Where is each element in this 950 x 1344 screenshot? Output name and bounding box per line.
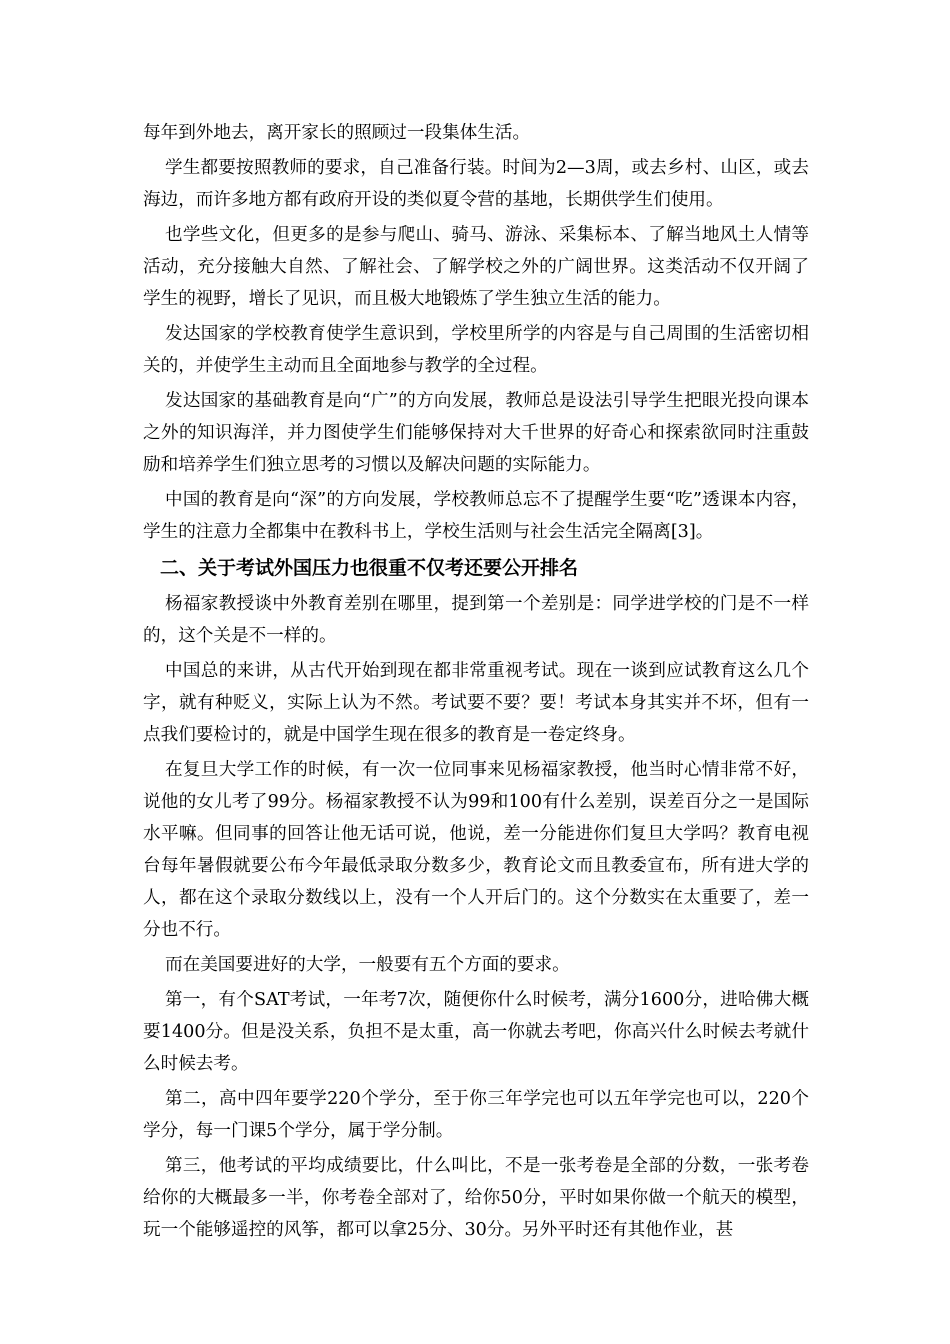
document-page — [143, 117, 809, 1249]
paragraph-9: 在复旦大学工作的时候，有一次一位同事来见杨福家教授，他当时心情非常不好，说他的女儿考了99分。杨福家教授不认为99和100有什么差别，误差百分之一是国际水平嘛。但同事的回答让他无话可说，他说，差一分能进你们复旦大学吗？教育电视台每年暑假就要公布今年最低录取分数多少，教育论文而且教委宣布，所有进大学的人，都在这个录取分数线以上，没有一个人开后门的。这个分数实在太重要了，差一分也不行。 — [143, 760, 809, 940]
paragraph-10: 而在美国要进好的大学，一般要有五个方面的要求。 — [165, 955, 570, 975]
paragraph-4: 发达国家的学校教育使学生意识到，学校里所学的内容是与自己周围的生活密切相关的，并使学生主动而且全面地参与教学的全过程。 — [143, 324, 809, 376]
paragraph-12: 第二，高中四年要学220个学分，至于你三年学完也可以五年学完也可以，220个学分，每一门课5个学分，属于学分制。 — [143, 1089, 809, 1141]
section-heading: 二、关于考试外国压力也很重不仅考还要公开排名 — [160, 557, 579, 579]
paragraph-1: 每年到外地去，离开家长的照顾过一段集体生活。 — [143, 123, 531, 143]
paragraph-6: 中国的教育是向“深”的方向发展，学校教师总忘不了提醒学生要“吃”透课本内容，学生的注意力全都集中在教科书上，学校生活则与社会生活完全隔离[3]。 — [143, 490, 809, 542]
paragraph-11: 第一，有个SAT考试，一年考7次，随便你什么时候考，满分1600分，进哈佛大概要1400分。但是没关系，负担不是太重，高一你就去考吧，你高兴什么时候去考就什么时候去考。 — [143, 990, 809, 1074]
paragraph-8: 中国总的来讲，从古代开始到现在都非常重视考试。现在一谈到应试教育这么几个字，就有种贬义，实际上认为不然。考试要不要？要！考试本身其实并不坏，但有一点我们要检讨的，就是中国学生现在很多的教育是一卷定终身。 — [143, 661, 809, 745]
paragraph-2: 学生都要按照教师的要求，自己准备行装。时间为2—3周，或去乡村、山区，或去海边，而许多地方都有政府开设的类似夏令营的基地，长期供学生们使用。 — [143, 158, 809, 210]
paragraph-13: 第三，他考试的平均成绩要比，什么叫比，不是一张考卷是全部的分数，一张考卷给你的大概最多一半，你考卷全部对了，给你50分，平时如果你做一个航天的模型，玩一个能够遥控的风筝，都可以拿25分、30分。另外平时还有其他作业，甚 — [143, 1156, 809, 1240]
paragraph-7: 杨福家教授谈中外教育差别在哪里，提到第一个差别是：同学进学校的门是不一样的，这个关是不一样的。 — [143, 594, 809, 646]
paragraph-3: 也学些文化，但更多的是参与爬山、骑马、游泳、采集标本、了解当地风土人情等活动，充分接触大自然、了解社会、了解学校之外的广阔世界。这类活动不仅开阔了学生的视野，增长了见识，而且极大地锻炼了学生独立生活的能力。 — [143, 225, 809, 309]
paragraph-5: 发达国家的基础教育是向“广”的方向发展，教师总是设法引导学生把眼光投向课本之外的知识海洋，并力图使学生们能够保持对大千世界的好奇心和探索欲同时注重鼓励和培养学生们独立思考的习惯以及解决问题的实际能力。 — [143, 391, 809, 475]
